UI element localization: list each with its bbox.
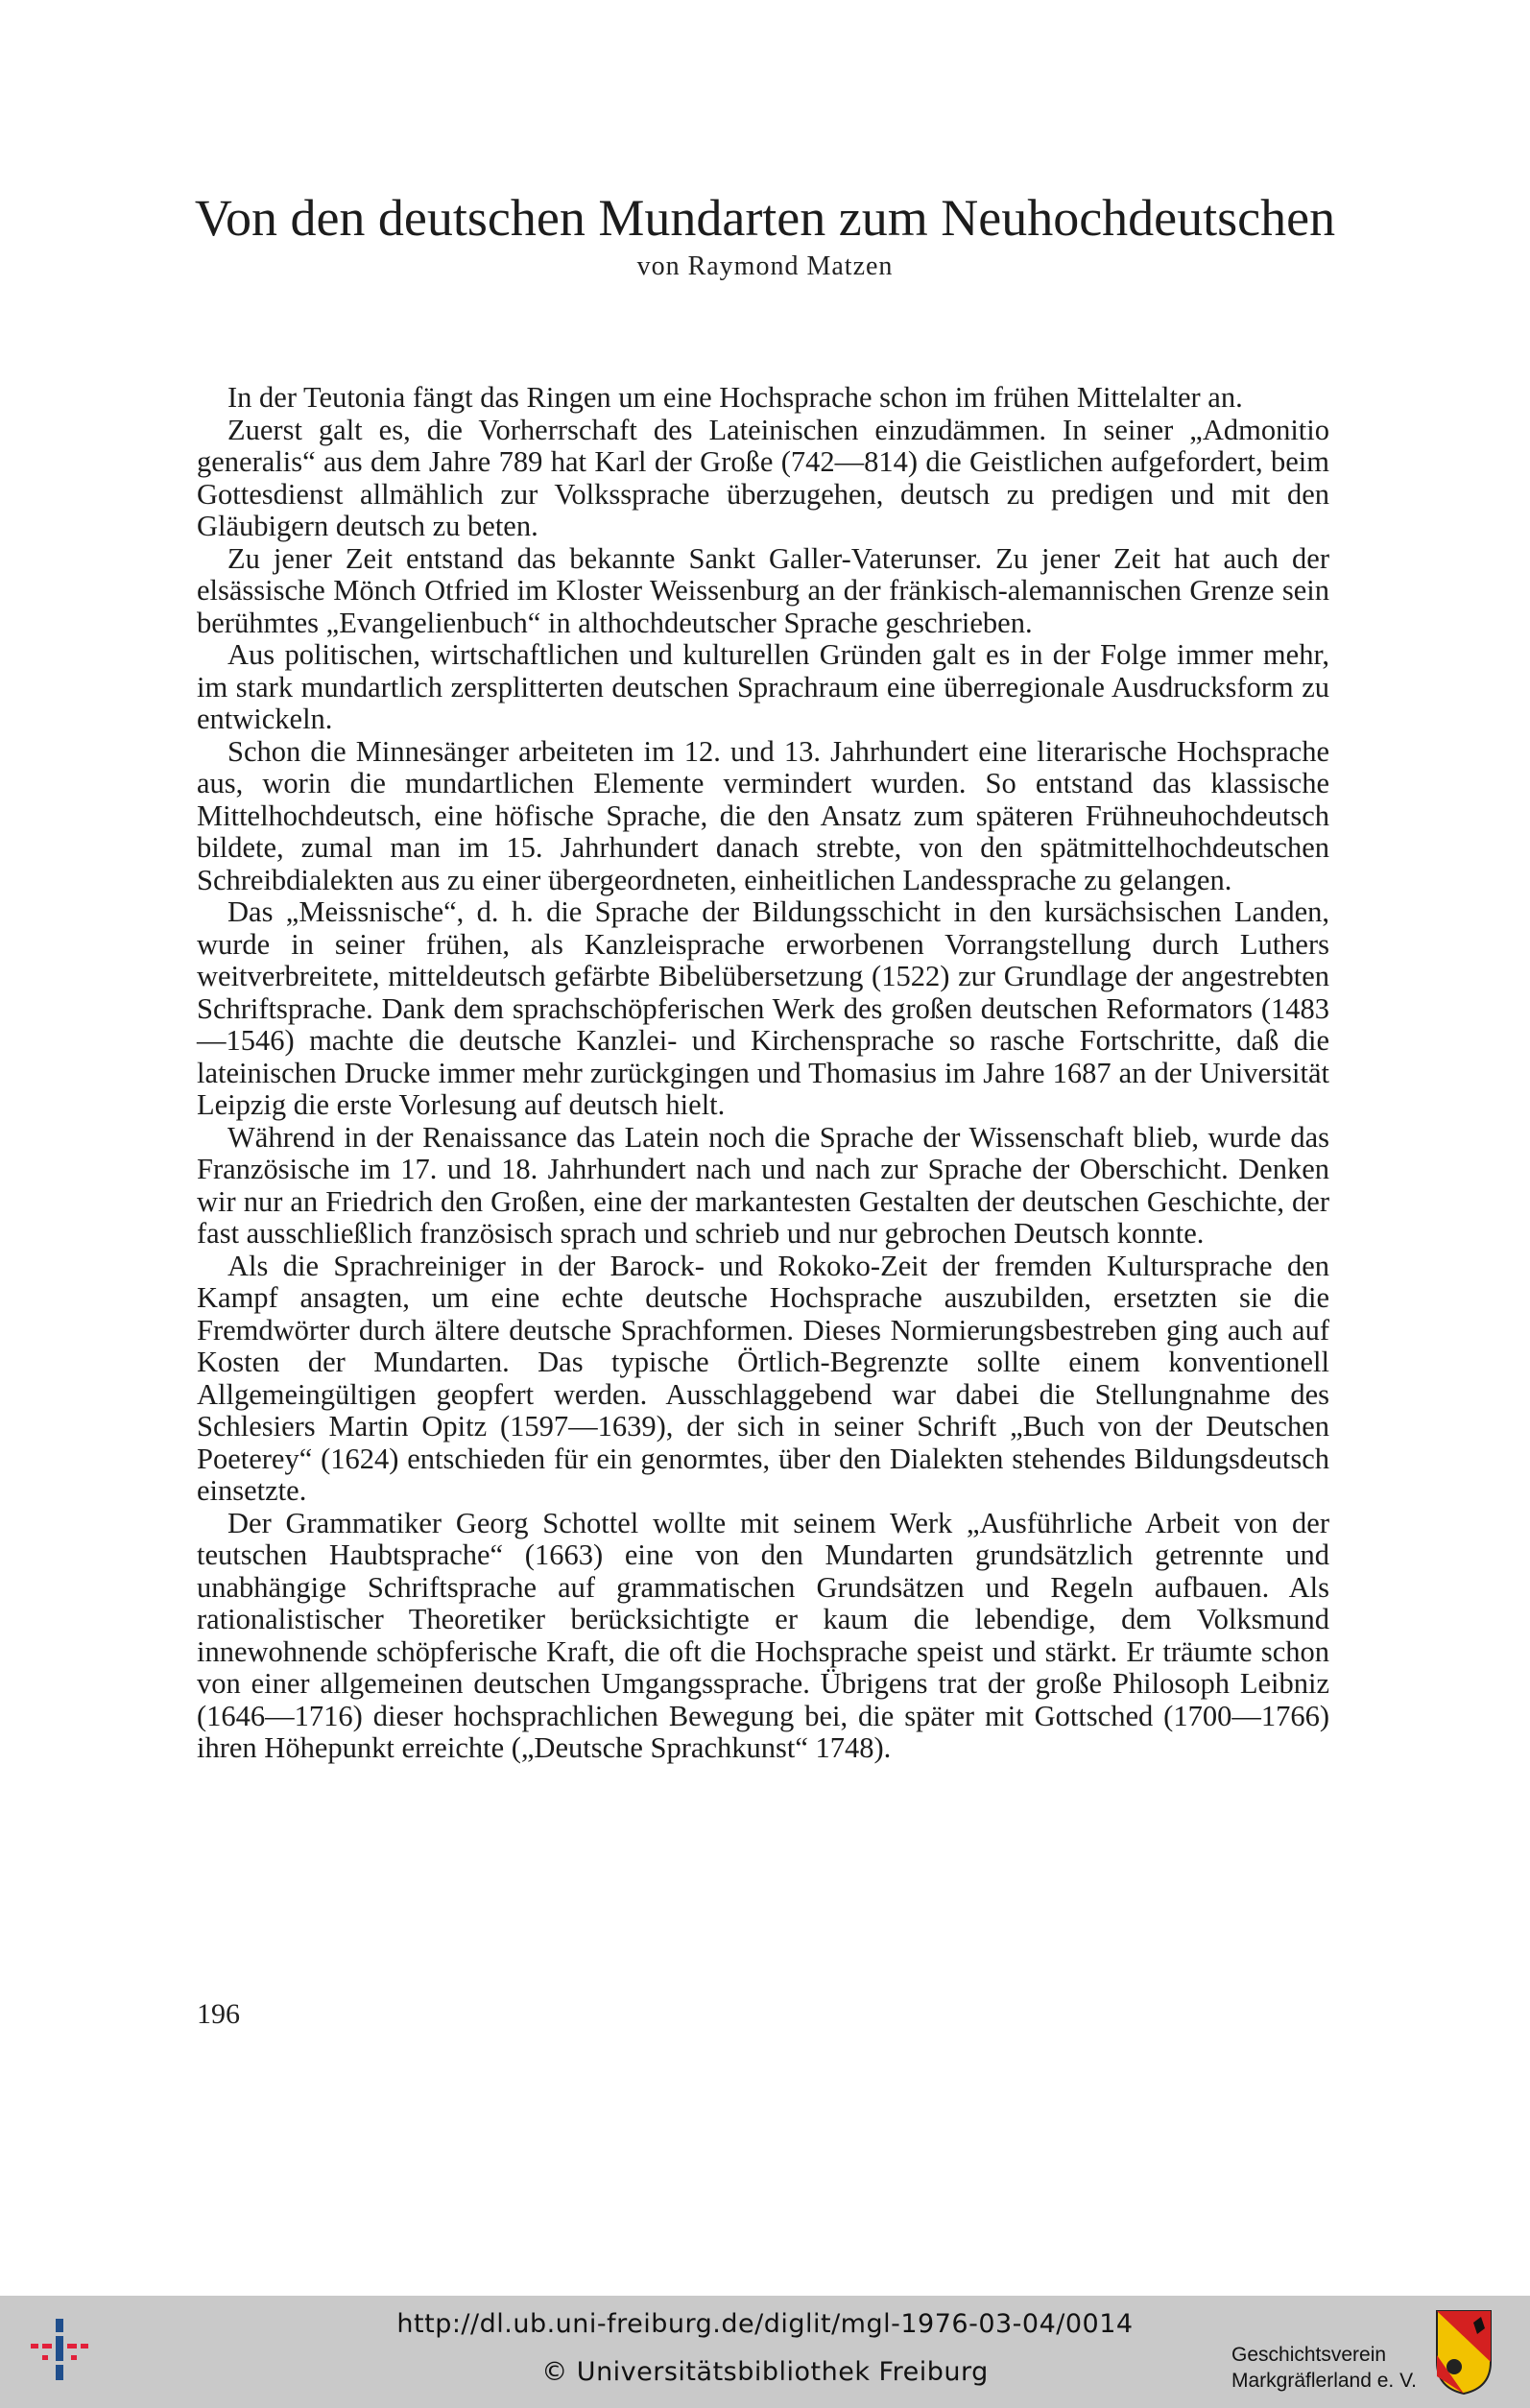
paragraph: Der Grammatiker Georg Schottel wollte mit seinem Werk „Ausführliche Arbeit von der teutschen Haubtsprache“ (1663) eine von den Mundarten grundsätzlich getrennte und unabhängige Schriftsprache auf grammatischen Grundsätzen und Regeln aufbauen. Als rationalistischer Theoretiker berücksichtigte er kaum die lebendige, dem Volksmund innewohnende schöpferische Kraft, die oft die Hochsprache speist und stärkt. Er träumte schon von einer allgemeinen deutschen Umgangssprache. Übrigens trat der große Philosoph Leibniz (1646—1716) dieser hochsprachlichen Bewegung bei, die später mit Gottsched (1700—1766) ihren Höhepunkt erreichte („Deutsche Sprachkunst“ 1748). [197,1506,1329,1764]
coat-of-arms-icon[interactable] [1435,2309,1493,2396]
paragraph: Das „Meissnische“, d. h. die Sprache der Bildungsschicht in den kursächsischen Landen, wurde in seiner frühen, als Kanzleisprache erworbenen Vorrangstellung durch Luthers weitverbreitete, mitteldeutsch gefärbte Bibelübersetzung (1522) zur Grundlage der angestrebten Schriftsprache. Dank dem sprachschöpferischen Werk des großen deutschen Reformators (1483—1546) machte die deutsche Kanzlei- und Kirchensprache so rasche Fortschritte, daß die lateinischen Drucke immer mehr zurückgingen und Thomasius im Jahre 1687 an der Universität Leipzig die erste Vorlesung auf deutsch hielt. [197,895,1329,1121]
society-line-2: Markgräflerland e. V. [1231,2370,1417,2392]
society-line-1: Geschichtsverein [1231,2344,1387,2366]
paragraph: Aus politischen, wirtschaftlichen und kulturellen Gründen galt es in der Folge immer mehr, im stark mundartlich zersplitterten deutschen Sprachraum eine überregionale Ausdrucksform zu entwickeln. [197,638,1329,735]
permalink-link[interactable]: http://dl.ub.uni-freiburg.de/diglit/mgl-1976-03-04/0014 [396,2309,1134,2339]
footer-bar [0,2296,1530,2408]
author-line: von Raymond Matzen [636,251,894,281]
copyright-text: © Universitätsbibliothek Freiburg [541,2357,989,2387]
paragraph: Zuerst galt es, die Vorherrschaft des Lateinischen einzudämmen. In seiner „Admonitio generalis“ aus dem Jahre 789 hat Karl der Große (742—814) die Geistlichen aufgefordert, beim Gottesdienst allmählich zur Volkssprache überzugehen, deutsch zu predigen und mit den Gläubigern deutsch zu beten. [197,413,1329,542]
page-number: 196 [197,1998,240,2030]
paragraph: Während in der Renaissance das Latein noch die Sprache der Wissenschaft blieb, wurde das Französische im 17. und 18. Jahrhundert nach und nach zur Sprache der Oberschicht. Denken wir nur an Friedrich den Großen, eine der markantesten Gestalten der deutschen Geschichte, der fast ausschließlich französisch sprach und schrieb und nur gebrochen Deutsch konnte. [197,1120,1329,1250]
society-name [1231,2342,1423,2394]
page-title: Von den deutschen Mundarten zum Neuhochdeutschen [194,189,1336,248]
paragraph: Schon die Minnesänger arbeiteten im 12. und 13. Jahrhundert eine literarische Hochsprache aus, worin die mundartlichen Elemente vermindert wurden. So entstand das klassische Mittelhochdeutsch, eine höfische Sprache, die den Ansatz zum späteren Frühneuhochdeutsch bildete, zumal man im 15. Jahrhundert danach strebte, von den spätmittelhochdeutschen Schreibdialekten aus zu einer übergeordneten, einheitlichen Landessprache zu gelangen. [197,734,1329,896]
paragraph: Zu jener Zeit entstand das bekannte Sankt Galler-Vaterunser. Zu jener Zeit hat auch der elsässische Mönch Otfried im Kloster Weissenburg an der fränkisch-alemannischen Grenze sein berühmtes „Evangelienbuch“ in althochdeutscher Sprache geschrieben. [197,541,1329,639]
paragraph: In der Teutonia fängt das Ringen um eine Hochsprache schon im frühen Mittelalter an. [227,381,1243,414]
paragraph: Als die Sprachreiniger in der Barock- und Rokoko-Zeit der fremden Kultursprache den Kampf ansagten, um eine echte deutsche Hochsprache auszubilden, ersetzten sie die Fremdwörter durch ältere deutsche Sprachformen. Dieses Normierungsbestreben ging auch auf Kosten der Mundarten. Das typische Örtlich-Begrenzte sollte einem konventionell Allgemeingültigen geopfert werden. Ausschlaggebend war dabei die Stellungnahme des Schlesiers Martin Opitz (1597—1639), der sich in seiner Schrift „Buch von der Deutschen Poeterey“ (1624) entschieden für ein genormtes, über den Dialekten stehendes Bildungsdeutsch einsetzte. [197,1249,1329,1507]
article-body [197,382,1329,1765]
